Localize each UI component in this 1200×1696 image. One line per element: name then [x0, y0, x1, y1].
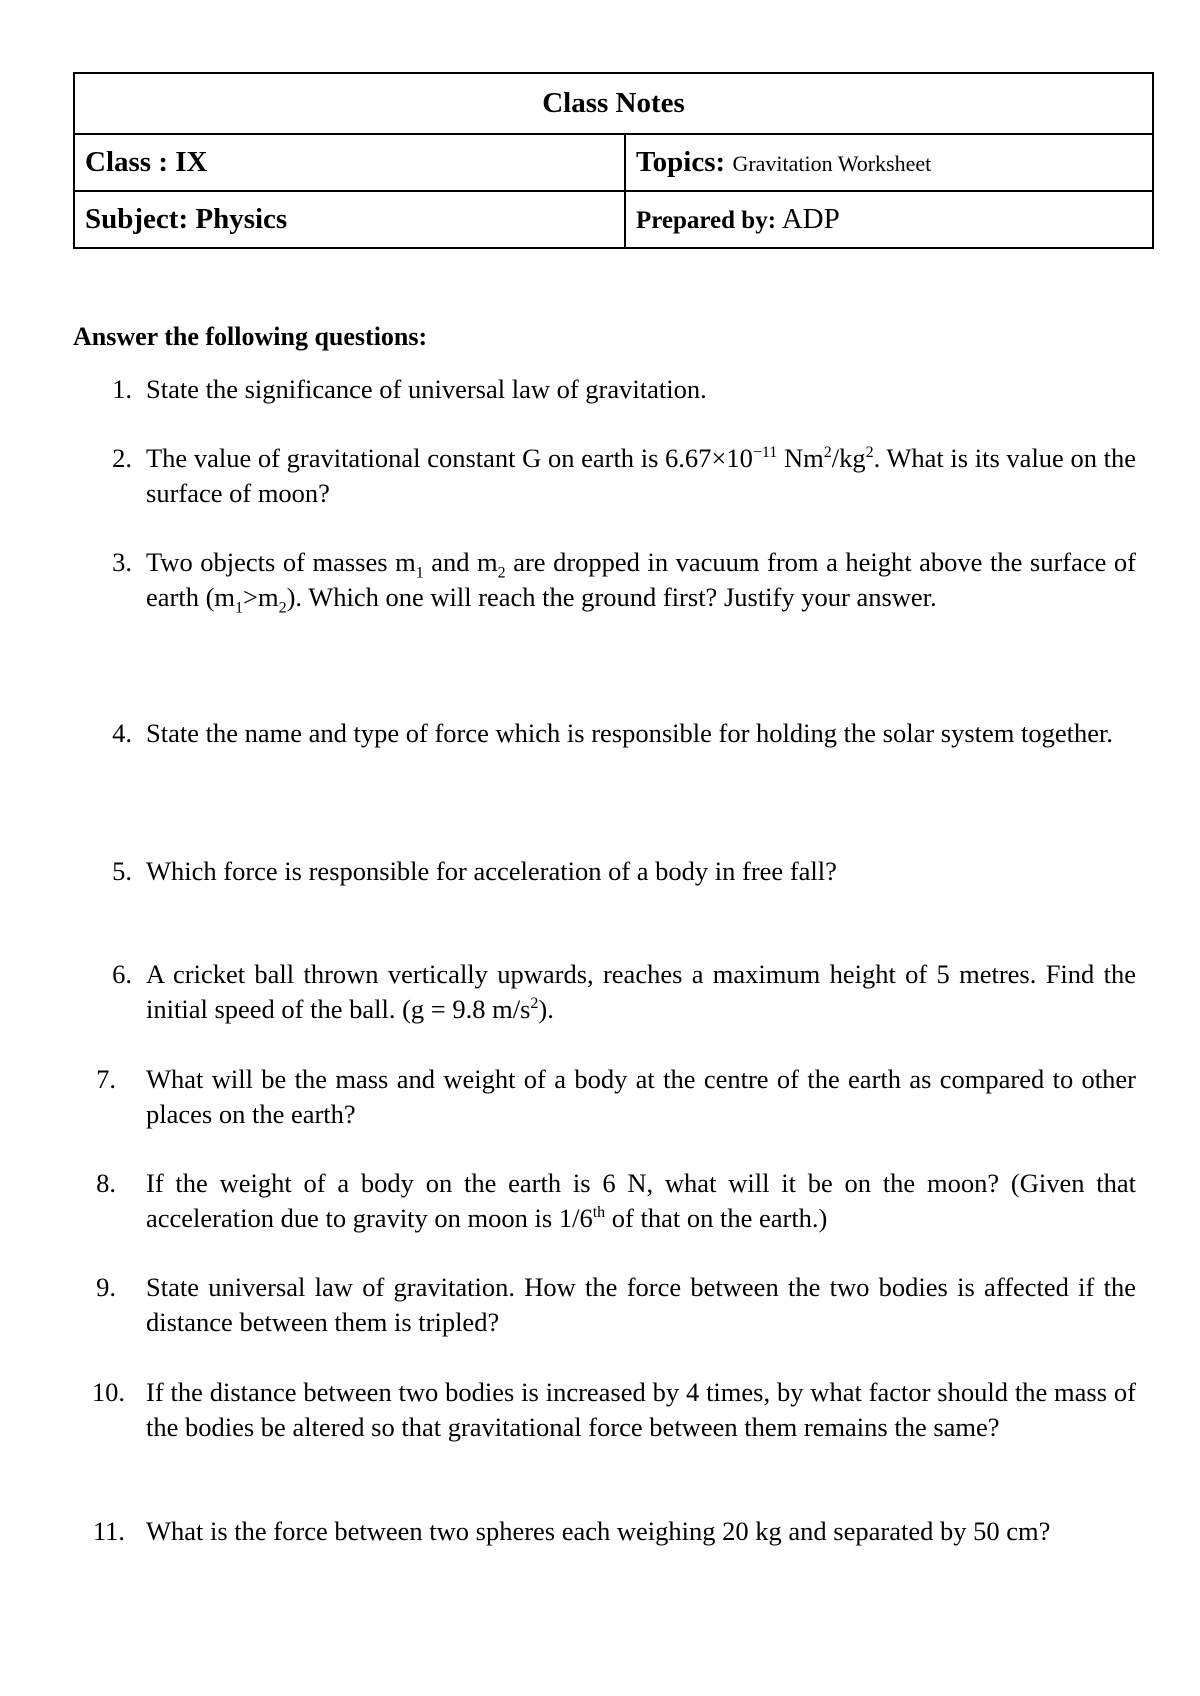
question-text: State universal law of gravitation. How the force between the two bodies is affected if the distance between them is tripled?	[146, 1272, 1136, 1337]
question-text: State the significance of universal law of gravitation.	[146, 374, 707, 404]
question-text: Two objects of masses $m_1$ and $m_2$ are dropped in vacuum from a height above the surface of earth $(m_1>m_2)$. Which one will reach the ground first? Justify your answer.	[146, 547, 1136, 617]
question-text: If the weight of a body on the earth is 6 N, what will it be on the moon? (Given that acceleration due to gravity on moon is 1/6th of that on the earth.)	[146, 1168, 1136, 1233]
question-number: 5.	[112, 856, 132, 886]
page-title: Class Notes	[74, 73, 1153, 134]
question-number: 7.	[96, 1064, 116, 1094]
question-text: State the name and type of force which is responsible for holding the solar system together.	[146, 718, 1114, 748]
question-text: What is the force between two spheres each weighing 20 kg and separated by 50 cm?	[146, 1516, 1051, 1546]
topics-label: Topics:	[636, 146, 726, 178]
question-number: 6.	[112, 959, 132, 989]
question-text: Which force is responsible for acceleration of a body in free fall?	[146, 856, 837, 886]
prepared-label: Prepared by:	[636, 207, 777, 234]
question-number: 8.	[96, 1168, 116, 1198]
prepared-value: ADP	[781, 203, 840, 235]
question-number: 2.	[112, 443, 132, 473]
prepared-cell	[625, 191, 1153, 248]
question-number: 10.	[91, 1377, 125, 1407]
question-number: 11.	[92, 1516, 125, 1546]
subject-cell: Subject: Physics	[74, 191, 625, 248]
question-text: A cricket ball thrown vertically upwards, reaches a maximum height of 5 metres. Find the initial speed of the ball. (g = 9.8 $m/s^2$).	[146, 959, 1136, 1024]
question-text: What will be the mass and weight of a body at the centre of the earth as compared to other places on the earth?	[146, 1064, 1136, 1129]
question-text: If the distance between two bodies is increased by 4 times, by what factor should the mass of the bodies be altered so that gravitational force between them remains the same?	[146, 1377, 1136, 1442]
question-number: 9.	[96, 1272, 116, 1302]
header-table	[73, 72, 1154, 249]
topics-cell	[625, 134, 1153, 191]
class-cell: Class : IX	[74, 134, 625, 191]
question-number: 4.	[112, 718, 132, 748]
question-text: The value of gravitational constant G on earth is $6.67\times 10^{-11}$ $Nm^2/kg^2$. What is its value on the surface of moon?	[146, 443, 1136, 508]
question-number: 1.	[112, 374, 132, 404]
question-number: 3.	[112, 547, 132, 577]
instructions-heading: Answer the following questions:	[73, 322, 428, 351]
topics-value: Gravitation Worksheet	[732, 151, 932, 176]
